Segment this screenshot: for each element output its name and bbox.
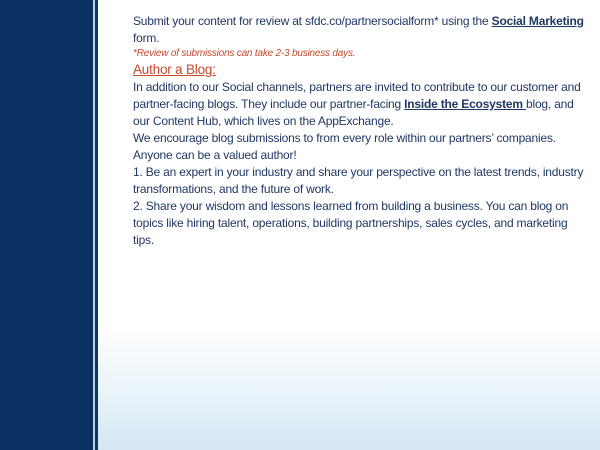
blog-contribution-intro-paragraph: [133, 79, 584, 130]
blog-idea-2-paragraph: [133, 198, 584, 249]
text-segment: 2. Share your wisdom and lessons learned from building a business. You can blog on topics like hiring talent, operations, building partnerships, sales cycles, and marketing tips.: [133, 199, 569, 247]
social-marketing-link[interactable]: Social Marketing: [491, 14, 584, 28]
text-segment: We encourage blog submissions to from every role within our partners’ companies. Anyone can be a valued author!: [133, 131, 556, 162]
inside-the-ecosystem-link[interactable]: Inside the Ecosystem: [404, 97, 526, 111]
text-segment: *Review of submissions can take 2-3 business days.: [133, 48, 356, 59]
text-segment: 1. Be an expert in your industry and share your perspective on the latest trends, industry transformations, and the future of work.: [133, 165, 584, 196]
author-a-blog-heading: [133, 61, 584, 79]
submit-instructions-paragraph: [133, 13, 584, 47]
text-segment: blog, and our Content Hub, which lives on the AppExchange.: [133, 97, 574, 128]
slide-text-area: [98, 0, 600, 249]
review-turnaround-note: [133, 47, 584, 61]
text-segment: Submit your content for review at sfdc.co/partnersocialform* using the: [133, 14, 492, 28]
left-accent-bar: [0, 0, 98, 450]
text-segment: In addition to our Social channels, partners are invited to contribute to our customer and partner-facing blogs. They include our partner-facing: [133, 80, 581, 111]
blog-encouragement-paragraph: [133, 130, 584, 164]
blog-idea-1-paragraph: [133, 164, 584, 198]
text-segment: Author a Blog:: [133, 62, 216, 77]
text-segment: form.: [133, 31, 160, 45]
